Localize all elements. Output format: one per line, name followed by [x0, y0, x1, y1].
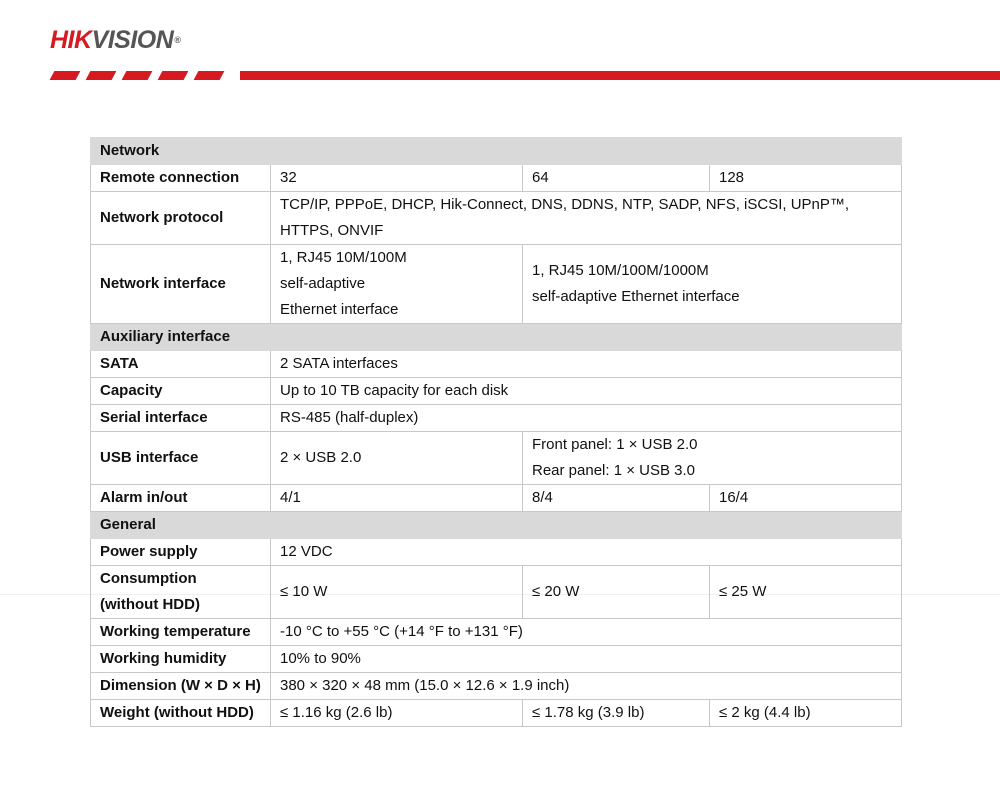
- section-header-network: [91, 138, 902, 165]
- header-stripe-bar: [48, 71, 958, 80]
- table-row: [91, 646, 902, 673]
- brand-logo: [50, 26, 180, 54]
- table-row: [91, 192, 902, 245]
- row-label: Working temperature: [91, 619, 271, 646]
- cell-value: ≤ 1.16 kg (2.6 lb): [271, 700, 523, 727]
- cell-value: ≤ 25 W: [710, 566, 902, 619]
- cell-value: ≤ 1.78 kg (3.9 lb): [523, 700, 710, 727]
- stripe-segment: [50, 71, 81, 80]
- section-header-general: [91, 512, 902, 539]
- cell-value: ≤ 20 W: [523, 566, 710, 619]
- cell-value: 128: [710, 165, 902, 192]
- row-label: Power supply: [91, 539, 271, 566]
- cell-value: 8/4: [523, 485, 710, 512]
- brand-logo-part1: HIK: [50, 26, 92, 54]
- cell-value: 32: [271, 165, 523, 192]
- spec-table: [90, 137, 902, 727]
- cell-line: Rear panel: 1 × USB 3.0: [532, 462, 696, 479]
- cell-line: 1, RJ45 10M/100M: [280, 249, 407, 266]
- cell-value: Up to 10 TB capacity for each disk: [271, 378, 902, 405]
- stripe-segment: [122, 71, 153, 80]
- section-title: Network: [91, 138, 902, 165]
- row-label: Network interface: [91, 245, 271, 324]
- cell-line: self-adaptive: [280, 275, 366, 292]
- cell-line: Ethernet interface: [280, 301, 399, 318]
- table-row: [91, 673, 902, 700]
- section-title: Auxiliary interface: [91, 324, 902, 351]
- cell-value: 16/4: [710, 485, 902, 512]
- table-row: [91, 539, 902, 566]
- cell-line: self-adaptive Ethernet interface: [532, 288, 740, 305]
- cell-value: ≤ 10 W: [271, 566, 523, 619]
- header-long-bar: [240, 71, 1000, 80]
- row-label: Network protocol: [91, 192, 271, 245]
- table-row: [91, 432, 902, 485]
- cell-value: ≤ 2 kg (4.4 lb): [710, 700, 902, 727]
- cell-value: 380 × 320 × 48 mm (15.0 × 12.6 × 1.9 inch): [271, 673, 902, 700]
- registered-mark: ®: [174, 35, 181, 45]
- row-label: Serial interface: [91, 405, 271, 432]
- cell-value: 12 VDC: [271, 539, 902, 566]
- table-row: [91, 165, 902, 192]
- cell-value: [523, 245, 902, 324]
- table-row: [91, 351, 902, 378]
- table-row: [91, 619, 902, 646]
- row-label: Remote connection: [91, 165, 271, 192]
- cell-value: [523, 432, 902, 485]
- row-label: Capacity: [91, 378, 271, 405]
- cell-value: TCP/IP, PPPoE, DHCP, Hik-Connect, DNS, DDNS, NTP, SADP, NFS, iSCSI, UPnP™, HTTPS, ONVIF: [271, 192, 902, 245]
- cell-line: Front panel: 1 × USB 2.0: [532, 436, 698, 453]
- row-label: Alarm in/out: [91, 485, 271, 512]
- table-row: [91, 485, 902, 512]
- row-label: Dimension (W × D × H): [91, 673, 271, 700]
- table-row: [91, 566, 902, 619]
- label-line: Consumption: [100, 570, 197, 587]
- row-label: [91, 566, 271, 619]
- cell-line: 1, RJ45 10M/100M/1000M: [532, 262, 709, 279]
- brand-logo-part2: VISION: [91, 26, 174, 54]
- stripe-segment: [86, 71, 117, 80]
- row-label: USB interface: [91, 432, 271, 485]
- row-label: Weight (without HDD): [91, 700, 271, 727]
- section-title: General: [91, 512, 902, 539]
- table-row: [91, 700, 902, 727]
- table-row: [91, 405, 902, 432]
- cell-value: 2 SATA interfaces: [271, 351, 902, 378]
- cell-value: 4/1: [271, 485, 523, 512]
- cell-value: 10% to 90%: [271, 646, 902, 673]
- section-header-auxiliary: [91, 324, 902, 351]
- stripe-segment: [158, 71, 189, 80]
- cell-value: -10 °C to +55 °C (+14 °F to +131 °F): [271, 619, 902, 646]
- row-label: Working humidity: [91, 646, 271, 673]
- cell-value: 2 × USB 2.0: [271, 432, 523, 485]
- cell-value: 64: [523, 165, 710, 192]
- row-label: SATA: [91, 351, 271, 378]
- table-row: [91, 245, 902, 324]
- stripe-segment: [194, 71, 225, 80]
- label-line: (without HDD): [100, 596, 200, 613]
- table-row: [91, 378, 902, 405]
- cell-value: [271, 245, 523, 324]
- cell-value: RS-485 (half-duplex): [271, 405, 902, 432]
